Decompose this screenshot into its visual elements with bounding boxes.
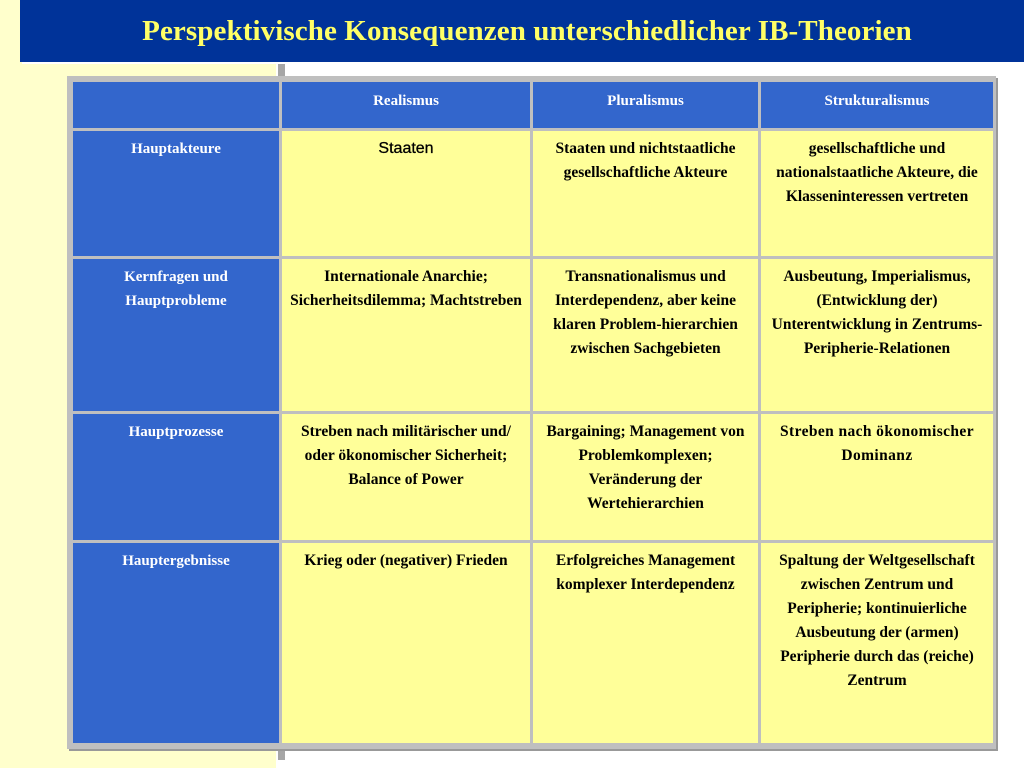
cell-hauptakteure-realismus: Staaten (282, 131, 530, 256)
header-realismus: Realismus (282, 82, 530, 128)
table-header-row (73, 82, 993, 128)
slide-title: Perspektivische Konsequenzen unterschiedlicher IB-Theorien (142, 14, 912, 47)
cell-hauptakteure-strukturalismus: gesellschaftliche und nationalstaatliche Akteure, die Klasseninteressen vertreten (761, 131, 993, 256)
cell-hauptergebnisse-pluralismus: Erfolgreiches Management komplexer Interdependenz (533, 543, 758, 743)
cell-hauptergebnisse-realismus: Krieg oder (negativer) Frieden (282, 543, 530, 743)
title-bar (20, 0, 1024, 62)
comparison-table (70, 79, 996, 746)
table-row-hauptakteure (73, 131, 993, 256)
table-row-hauptprozesse (73, 414, 993, 540)
row-label-kernfragen: Kernfragen und Hauptprobleme (73, 259, 279, 411)
row-label-hauptprozesse: Hauptprozesse (73, 414, 279, 540)
cell-kernfragen-pluralismus: Transnationalismus und Interdependenz, aber keine klaren Problem-hierarchien zwischen Sachgebieten (533, 259, 758, 411)
cell-hauptprozesse-pluralismus: Bargaining; Management von Problemkomplexen; Veränderung der Wertehierarchien (533, 414, 758, 540)
cell-hauptergebnisse-strukturalismus: Spaltung der Weltgesellschaft zwischen Zentrum und Peripherie; kontinuierliche Ausbeutung der (armen) Peripherie durch das (reiche) Zentrum (761, 543, 993, 743)
row-label-hauptakteure: Hauptakteure (73, 131, 279, 256)
header-empty (73, 82, 279, 128)
cell-hauptakteure-pluralismus: Staaten und nichtstaatliche gesellschaftliche Akteure (533, 131, 758, 256)
row-label-hauptergebnisse: Hauptergebnisse (73, 543, 279, 743)
header-strukturalismus: Strukturalismus (761, 82, 993, 128)
cell-kernfragen-realismus: Internationale Anarchie; Sicherheitsdilemma; Machtstreben (282, 259, 530, 411)
table-row-hauptergebnisse (73, 543, 993, 743)
header-pluralismus: Pluralismus (533, 82, 758, 128)
cell-hauptprozesse-realismus: Streben nach militärischer und/ oder ökonomischer Sicherheit; Balance of Power (282, 414, 530, 540)
cell-kernfragen-strukturalismus: Ausbeutung, Imperialismus, (Entwicklung der) Unterentwicklung in Zentrums-Peripherie-Relationen (761, 259, 993, 411)
table-row-kernfragen (73, 259, 993, 411)
cell-hauptprozesse-strukturalismus: Streben nach ökonomischer Dominanz (761, 414, 993, 540)
comparison-table-frame (67, 76, 996, 749)
